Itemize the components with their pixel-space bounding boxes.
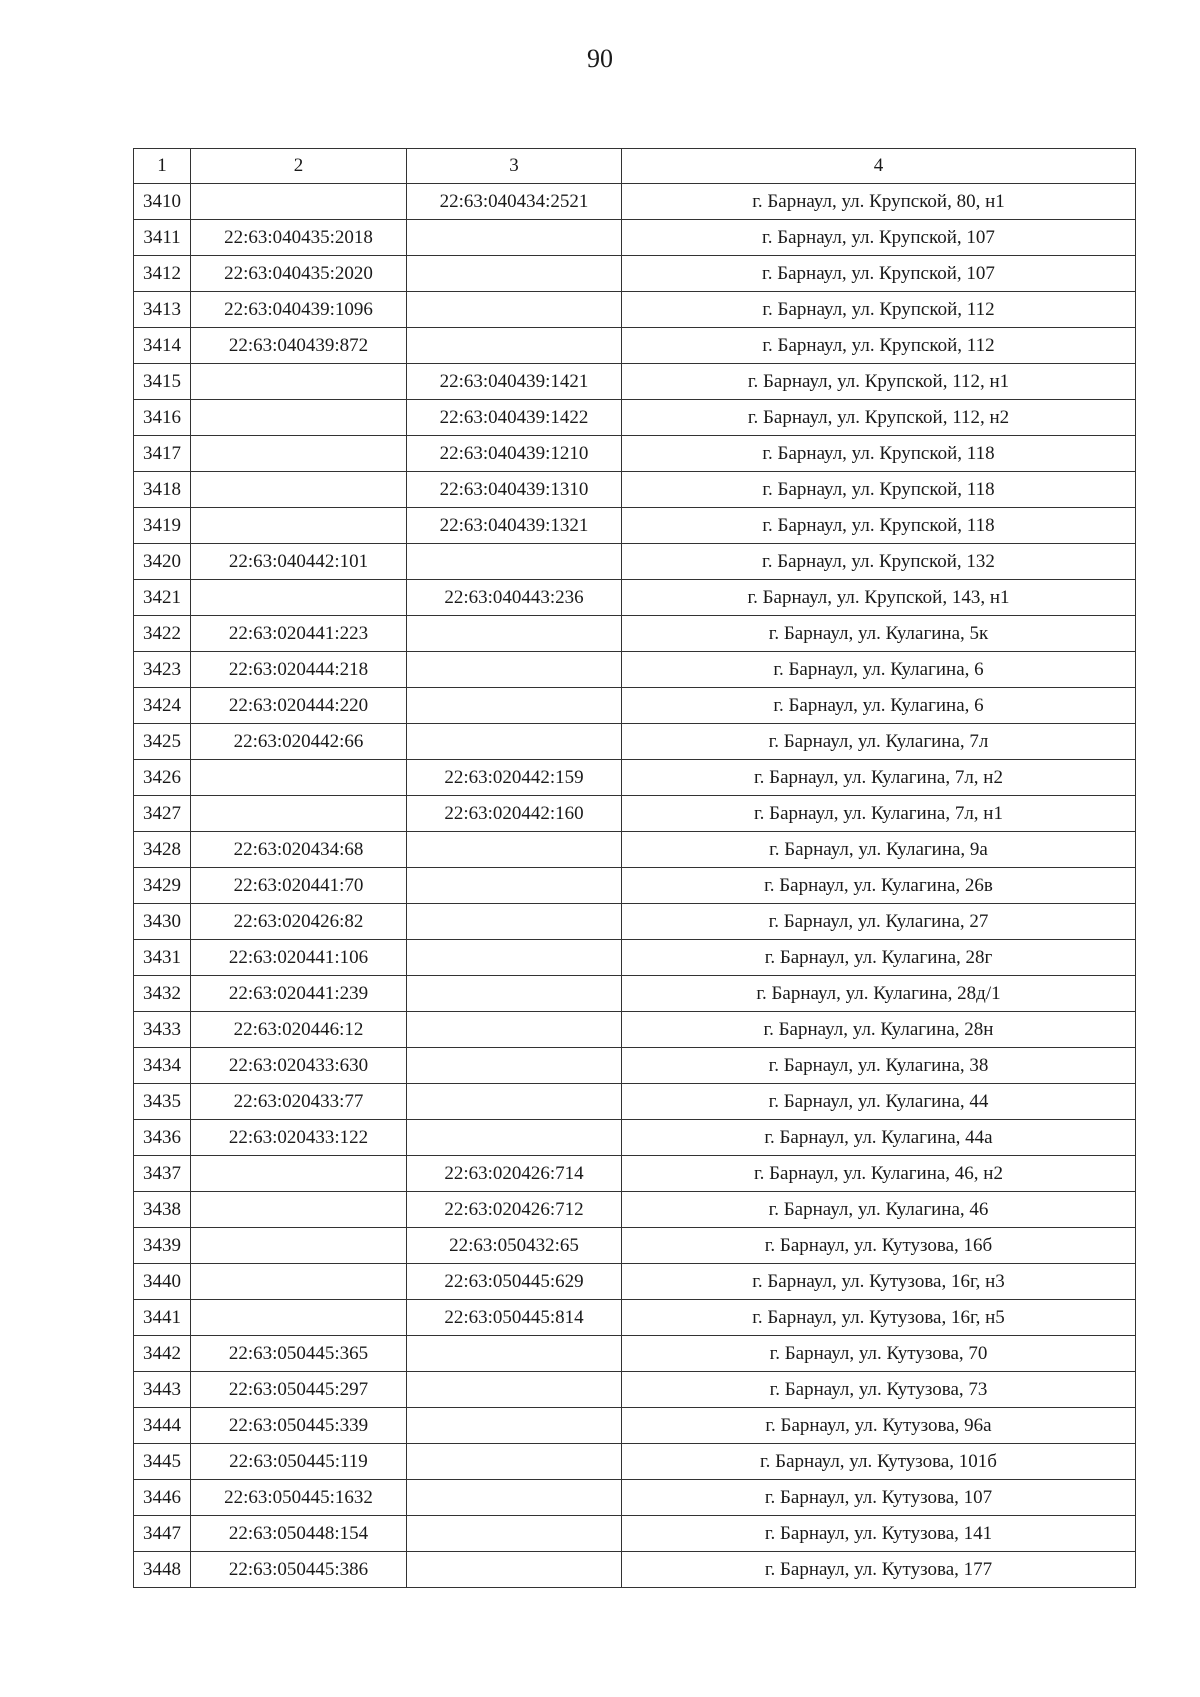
cadastral-number-cell: 22:63:040442:101 bbox=[191, 544, 407, 580]
cadastral-number-cell: 22:63:020441:223 bbox=[191, 616, 407, 652]
address-cell: г. Барнаул, ул. Кутузова, 141 bbox=[622, 1516, 1136, 1552]
row-number-cell: 3425 bbox=[134, 724, 191, 760]
row-number-cell: 3413 bbox=[134, 292, 191, 328]
cadastral-number-cell: 22:63:020441:106 bbox=[191, 940, 407, 976]
table-row bbox=[134, 1264, 1136, 1300]
cadastral-number-alt-cell: 22:63:040439:1422 bbox=[407, 400, 622, 436]
address-cell: г. Барнаул, ул. Кулагина, 7л, н1 bbox=[622, 796, 1136, 832]
address-cell: г. Барнаул, ул. Кулагина, 38 bbox=[622, 1048, 1136, 1084]
row-number-cell: 3440 bbox=[134, 1264, 191, 1300]
row-number-cell: 3431 bbox=[134, 940, 191, 976]
row-number-cell: 3433 bbox=[134, 1012, 191, 1048]
address-cell: г. Барнаул, ул. Крупской, 112, н1 bbox=[622, 364, 1136, 400]
table-row bbox=[134, 1120, 1136, 1156]
cadastral-number-cell bbox=[191, 508, 407, 544]
cadastral-number-cell bbox=[191, 184, 407, 220]
cadastral-number-alt-cell bbox=[407, 724, 622, 760]
table-row bbox=[134, 868, 1136, 904]
row-number-cell: 3418 bbox=[134, 472, 191, 508]
row-number-cell: 3423 bbox=[134, 652, 191, 688]
row-number-cell: 3415 bbox=[134, 364, 191, 400]
cadastral-number-cell: 22:63:050448:154 bbox=[191, 1516, 407, 1552]
cadastral-number-alt-cell: 22:63:020442:160 bbox=[407, 796, 622, 832]
page-number: 90 bbox=[587, 44, 613, 73]
address-cell: г. Барнаул, ул. Крупской, 143, н1 bbox=[622, 580, 1136, 616]
cadastral-number-cell: 22:63:040435:2020 bbox=[191, 256, 407, 292]
table-row bbox=[134, 1444, 1136, 1480]
row-number-cell: 3439 bbox=[134, 1228, 191, 1264]
table-row bbox=[134, 724, 1136, 760]
table-row bbox=[134, 1336, 1136, 1372]
cadastral-number-alt-cell bbox=[407, 1012, 622, 1048]
table-row bbox=[134, 976, 1136, 1012]
cadastral-number-cell bbox=[191, 364, 407, 400]
table-row bbox=[134, 904, 1136, 940]
row-number-cell: 3421 bbox=[134, 580, 191, 616]
cadastral-number-cell bbox=[191, 472, 407, 508]
row-number-cell: 3410 bbox=[134, 184, 191, 220]
cadastral-number-cell bbox=[191, 436, 407, 472]
row-number-cell: 3417 bbox=[134, 436, 191, 472]
cadastral-number-alt-cell bbox=[407, 1480, 622, 1516]
table-row bbox=[134, 544, 1136, 580]
row-number-cell: 3424 bbox=[134, 688, 191, 724]
address-cell: г. Барнаул, ул. Крупской, 112 bbox=[622, 328, 1136, 364]
row-number-cell: 3427 bbox=[134, 796, 191, 832]
address-cell: г. Барнаул, ул. Кулагина, 44 bbox=[622, 1084, 1136, 1120]
cadastral-number-alt-cell bbox=[407, 1048, 622, 1084]
cadastral-number-cell: 22:63:050445:1632 bbox=[191, 1480, 407, 1516]
cadastral-number-alt-cell: 22:63:040439:1310 bbox=[407, 472, 622, 508]
cadastral-number-cell: 22:63:020442:66 bbox=[191, 724, 407, 760]
address-cell: г. Барнаул, ул. Кутузова, 101б bbox=[622, 1444, 1136, 1480]
cadastral-number-alt-cell bbox=[407, 328, 622, 364]
table-row bbox=[134, 436, 1136, 472]
table-row bbox=[134, 508, 1136, 544]
address-cell: г. Барнаул, ул. Кулагина, 46 bbox=[622, 1192, 1136, 1228]
row-number-cell: 3430 bbox=[134, 904, 191, 940]
cadastral-number-alt-cell bbox=[407, 904, 622, 940]
row-number-cell: 3447 bbox=[134, 1516, 191, 1552]
cadastral-number-cell: 22:63:020433:630 bbox=[191, 1048, 407, 1084]
table-row bbox=[134, 1480, 1136, 1516]
address-cell: г. Барнаул, ул. Крупской, 80, н1 bbox=[622, 184, 1136, 220]
cadastral-number-alt-cell bbox=[407, 688, 622, 724]
row-number-cell: 3444 bbox=[134, 1408, 191, 1444]
address-cell: г. Барнаул, ул. Крупской, 118 bbox=[622, 508, 1136, 544]
cadastral-number-alt-cell bbox=[407, 976, 622, 1012]
cadastral-number-alt-cell bbox=[407, 1372, 622, 1408]
table-row bbox=[134, 796, 1136, 832]
address-cell: г. Барнаул, ул. Кулагина, 26в bbox=[622, 868, 1136, 904]
cadastral-number-alt-cell bbox=[407, 652, 622, 688]
cadastral-number-cell: 22:63:050445:386 bbox=[191, 1552, 407, 1588]
cadastral-number-cell: 22:63:050445:365 bbox=[191, 1336, 407, 1372]
row-number-cell: 3441 bbox=[134, 1300, 191, 1336]
cadastral-number-cell bbox=[191, 796, 407, 832]
address-cell: г. Барнаул, ул. Кулагина, 6 bbox=[622, 652, 1136, 688]
cadastral-number-cell bbox=[191, 1192, 407, 1228]
address-cell: г. Барнаул, ул. Крупской, 132 bbox=[622, 544, 1136, 580]
cadastral-number-alt-cell: 22:63:020442:159 bbox=[407, 760, 622, 796]
address-cell: г. Барнаул, ул. Крупской, 112, н2 bbox=[622, 400, 1136, 436]
cadastral-number-cell: 22:63:020446:12 bbox=[191, 1012, 407, 1048]
address-cell: г. Барнаул, ул. Кулагина, 28н bbox=[622, 1012, 1136, 1048]
cadastral-number-alt-cell: 22:63:040439:1321 bbox=[407, 508, 622, 544]
cadastral-number-alt-cell bbox=[407, 616, 622, 652]
cadastral-number-cell bbox=[191, 580, 407, 616]
table-row bbox=[134, 1516, 1136, 1552]
address-cell: г. Барнаул, ул. Кулагина, 7л, н2 bbox=[622, 760, 1136, 796]
cadastral-number-alt-cell: 22:63:040439:1421 bbox=[407, 364, 622, 400]
cadastral-number-alt-cell bbox=[407, 1552, 622, 1588]
table-row bbox=[134, 328, 1136, 364]
address-cell: г. Барнаул, ул. Кутузова, 177 bbox=[622, 1552, 1136, 1588]
row-number-cell: 3436 bbox=[134, 1120, 191, 1156]
address-cell: г. Барнаул, ул. Кулагина, 27 bbox=[622, 904, 1136, 940]
column-header-3: 3 bbox=[407, 149, 622, 184]
cadastral-number-cell: 22:63:020433:77 bbox=[191, 1084, 407, 1120]
address-cell: г. Барнаул, ул. Кулагина, 7л bbox=[622, 724, 1136, 760]
cadastral-number-alt-cell bbox=[407, 1084, 622, 1120]
table-row bbox=[134, 1156, 1136, 1192]
address-cell: г. Барнаул, ул. Кутузова, 16б bbox=[622, 1228, 1136, 1264]
address-cell: г. Барнаул, ул. Кулагина, 44а bbox=[622, 1120, 1136, 1156]
address-cell: г. Барнаул, ул. Кулагина, 6 bbox=[622, 688, 1136, 724]
cadastral-number-alt-cell: 22:63:020426:714 bbox=[407, 1156, 622, 1192]
table-row bbox=[134, 1048, 1136, 1084]
cadastral-number-alt-cell bbox=[407, 1120, 622, 1156]
cadastral-number-alt-cell bbox=[407, 832, 622, 868]
table-row bbox=[134, 616, 1136, 652]
address-cell: г. Барнаул, ул. Крупской, 118 bbox=[622, 472, 1136, 508]
address-cell: г. Барнаул, ул. Кутузова, 70 bbox=[622, 1336, 1136, 1372]
cadastral-number-alt-cell: 22:63:050445:814 bbox=[407, 1300, 622, 1336]
row-number-cell: 3437 bbox=[134, 1156, 191, 1192]
address-cell: г. Барнаул, ул. Кутузова, 16г, н5 bbox=[622, 1300, 1136, 1336]
cadastral-number-alt-cell bbox=[407, 544, 622, 580]
table-row bbox=[134, 184, 1136, 220]
cadastral-number-cell: 22:63:040439:1096 bbox=[191, 292, 407, 328]
cadastral-number-cell bbox=[191, 400, 407, 436]
row-number-cell: 3411 bbox=[134, 220, 191, 256]
cadastral-number-cell bbox=[191, 1156, 407, 1192]
row-number-cell: 3414 bbox=[134, 328, 191, 364]
address-cell: г. Барнаул, ул. Кулагина, 28г bbox=[622, 940, 1136, 976]
address-cell: г. Барнаул, ул. Крупской, 107 bbox=[622, 220, 1136, 256]
cadastral-number-alt-cell: 22:63:040434:2521 bbox=[407, 184, 622, 220]
table-row bbox=[134, 760, 1136, 796]
row-number-cell: 3412 bbox=[134, 256, 191, 292]
column-header-4: 4 bbox=[622, 149, 1136, 184]
cadastral-number-alt-cell bbox=[407, 940, 622, 976]
cadastral-number-alt-cell bbox=[407, 1516, 622, 1552]
cadastral-number-cell: 22:63:020444:220 bbox=[191, 688, 407, 724]
column-header-2: 2 bbox=[191, 149, 407, 184]
cadastral-number-alt-cell bbox=[407, 220, 622, 256]
row-number-cell: 3420 bbox=[134, 544, 191, 580]
cadastral-number-alt-cell: 22:63:040443:236 bbox=[407, 580, 622, 616]
table-row bbox=[134, 1552, 1136, 1588]
row-number-cell: 3434 bbox=[134, 1048, 191, 1084]
cadastral-number-alt-cell bbox=[407, 1408, 622, 1444]
table-row bbox=[134, 652, 1136, 688]
row-number-cell: 3443 bbox=[134, 1372, 191, 1408]
cadastral-number-alt-cell: 22:63:050445:629 bbox=[407, 1264, 622, 1300]
table-row bbox=[134, 1372, 1136, 1408]
table-row bbox=[134, 400, 1136, 436]
table-row bbox=[134, 832, 1136, 868]
cadastral-number-cell: 22:63:050445:119 bbox=[191, 1444, 407, 1480]
cadastral-number-cell: 22:63:020426:82 bbox=[191, 904, 407, 940]
table-row bbox=[134, 1228, 1136, 1264]
table-row bbox=[134, 580, 1136, 616]
address-cell: г. Барнаул, ул. Кулагина, 5к bbox=[622, 616, 1136, 652]
row-number-cell: 3428 bbox=[134, 832, 191, 868]
cadastral-number-alt-cell: 22:63:040439:1210 bbox=[407, 436, 622, 472]
table-row bbox=[134, 472, 1136, 508]
table-row bbox=[134, 1300, 1136, 1336]
table-row bbox=[134, 940, 1136, 976]
table-row bbox=[134, 1192, 1136, 1228]
cadastral-number-alt-cell bbox=[407, 868, 622, 904]
cadastral-number-cell: 22:63:040435:2018 bbox=[191, 220, 407, 256]
row-number-cell: 3445 bbox=[134, 1444, 191, 1480]
table-row bbox=[134, 1408, 1136, 1444]
table-row bbox=[134, 220, 1136, 256]
address-cell: г. Барнаул, ул. Кулагина, 28д/1 bbox=[622, 976, 1136, 1012]
cadastral-number-cell bbox=[191, 1264, 407, 1300]
address-cell: г. Барнаул, ул. Крупской, 107 bbox=[622, 256, 1136, 292]
address-cell: г. Барнаул, ул. Кутузова, 107 bbox=[622, 1480, 1136, 1516]
cadastral-number-cell bbox=[191, 1300, 407, 1336]
table-row bbox=[134, 688, 1136, 724]
table-row bbox=[134, 1084, 1136, 1120]
cadastral-number-cell: 22:63:020441:70 bbox=[191, 868, 407, 904]
row-number-cell: 3448 bbox=[134, 1552, 191, 1588]
row-number-cell: 3422 bbox=[134, 616, 191, 652]
address-cell: г. Барнаул, ул. Кулагина, 9а bbox=[622, 832, 1136, 868]
address-cell: г. Барнаул, ул. Крупской, 112 bbox=[622, 292, 1136, 328]
cadastral-number-cell: 22:63:040439:872 bbox=[191, 328, 407, 364]
data-table bbox=[133, 148, 1136, 1588]
cadastral-number-cell: 22:63:020441:239 bbox=[191, 976, 407, 1012]
row-number-cell: 3438 bbox=[134, 1192, 191, 1228]
cadastral-number-alt-cell bbox=[407, 256, 622, 292]
cadastral-number-cell: 22:63:050445:339 bbox=[191, 1408, 407, 1444]
table-row bbox=[134, 364, 1136, 400]
row-number-cell: 3442 bbox=[134, 1336, 191, 1372]
row-number-cell: 3432 bbox=[134, 976, 191, 1012]
address-cell: г. Барнаул, ул. Кутузова, 73 bbox=[622, 1372, 1136, 1408]
address-cell: г. Барнаул, ул. Кутузова, 16г, н3 bbox=[622, 1264, 1136, 1300]
cadastral-number-alt-cell bbox=[407, 1336, 622, 1372]
row-number-cell: 3426 bbox=[134, 760, 191, 796]
cadastral-number-cell: 22:63:020434:68 bbox=[191, 832, 407, 868]
row-number-cell: 3446 bbox=[134, 1480, 191, 1516]
table-row bbox=[134, 1012, 1136, 1048]
cadastral-number-cell bbox=[191, 1228, 407, 1264]
table-row bbox=[134, 292, 1136, 328]
table-header-row bbox=[134, 149, 1136, 184]
cadastral-number-alt-cell: 22:63:050432:65 bbox=[407, 1228, 622, 1264]
column-header-1: 1 bbox=[134, 149, 191, 184]
table-row bbox=[134, 256, 1136, 292]
address-cell: г. Барнаул, ул. Кулагина, 46, н2 bbox=[622, 1156, 1136, 1192]
cadastral-number-cell bbox=[191, 760, 407, 796]
row-number-cell: 3429 bbox=[134, 868, 191, 904]
row-number-cell: 3416 bbox=[134, 400, 191, 436]
cadastral-number-alt-cell bbox=[407, 292, 622, 328]
cadastral-number-cell: 22:63:050445:297 bbox=[191, 1372, 407, 1408]
row-number-cell: 3419 bbox=[134, 508, 191, 544]
table-body bbox=[134, 184, 1136, 1588]
address-cell: г. Барнаул, ул. Крупской, 118 bbox=[622, 436, 1136, 472]
cadastral-number-alt-cell: 22:63:020426:712 bbox=[407, 1192, 622, 1228]
cadastral-number-cell: 22:63:020444:218 bbox=[191, 652, 407, 688]
address-cell: г. Барнаул, ул. Кутузова, 96а bbox=[622, 1408, 1136, 1444]
cadastral-number-alt-cell bbox=[407, 1444, 622, 1480]
row-number-cell: 3435 bbox=[134, 1084, 191, 1120]
cadastral-number-cell: 22:63:020433:122 bbox=[191, 1120, 407, 1156]
